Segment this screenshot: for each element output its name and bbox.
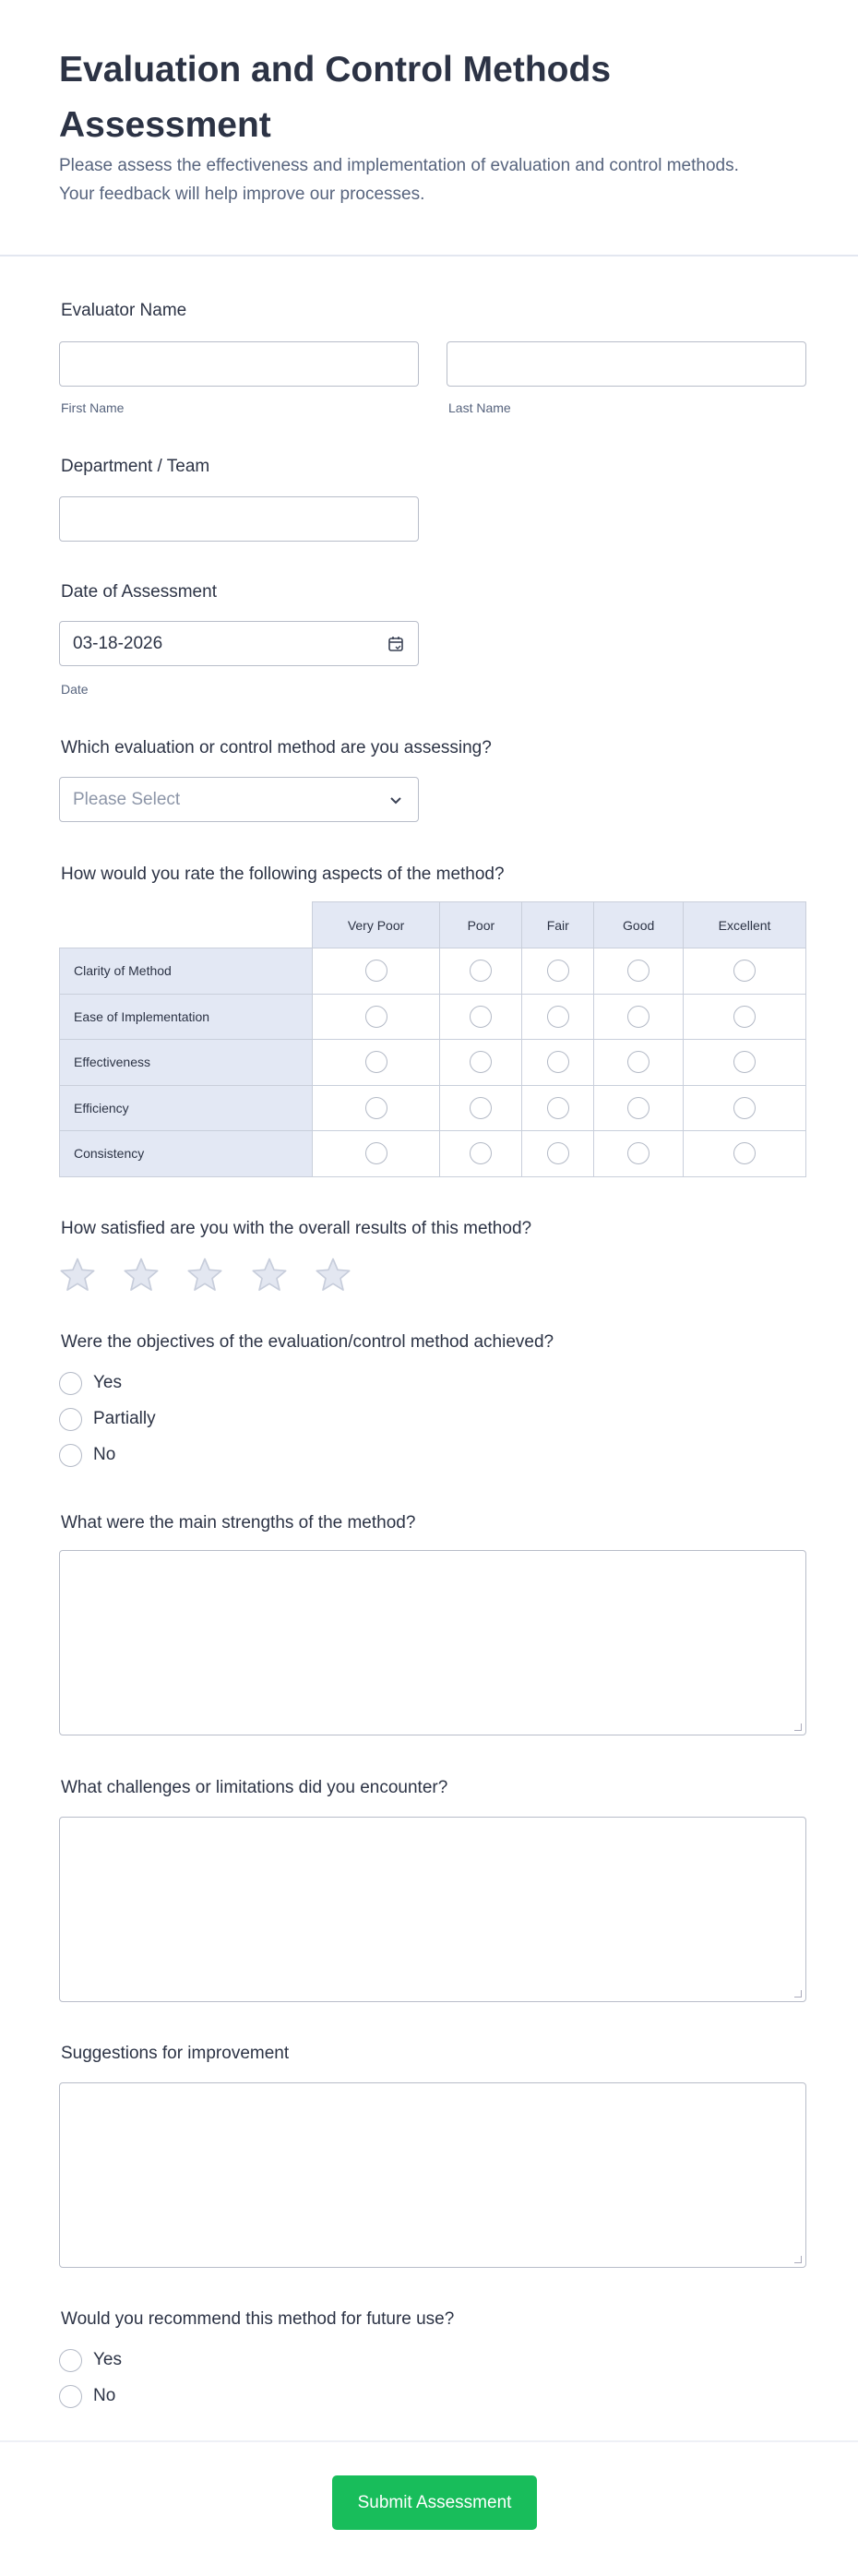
matrix-row [60,994,806,1040]
method-select[interactable] [59,777,419,822]
matrix-radio[interactable] [627,960,649,982]
matrix-row-label: Effectiveness [60,1040,313,1086]
matrix-col-header: Very Poor [312,902,440,948]
option-label: No [93,2386,116,2405]
matrix-cell [522,1131,594,1177]
matrix-cell [522,1085,594,1131]
matrix-col-header: Fair [522,902,594,948]
matrix-radio[interactable] [733,1097,756,1119]
matrix-radio[interactable] [733,1142,756,1164]
matrix-cell [312,948,440,995]
matrix-cell [440,1085,522,1131]
recommend-option[interactable] [59,2347,122,2373]
department-label: Department / Team [61,457,210,476]
department-input[interactable] [59,496,419,542]
submit-button[interactable]: Submit Assessment [332,2475,537,2530]
matrix-cell [440,1040,522,1086]
matrix-cell [312,1131,440,1177]
matrix-cell [440,948,522,995]
matrix-row [60,1040,806,1086]
matrix-row-label: Efficiency [60,1085,313,1131]
resize-handle[interactable] [794,1990,802,1998]
option-label: No [93,1445,116,1464]
matrix-radio[interactable] [547,1097,569,1119]
objectives-option[interactable] [59,1370,122,1396]
matrix-radio[interactable] [547,960,569,982]
resize-handle[interactable] [794,1723,802,1731]
matrix-radio[interactable] [365,1097,387,1119]
matrix-cell [684,1131,806,1177]
method-label: Which evaluation or control method are you assessing? [61,738,492,757]
matrix-row [60,1131,806,1177]
matrix-col-header: Poor [440,902,522,948]
matrix-radio[interactable] [365,960,387,982]
calendar-icon[interactable] [387,635,405,653]
objectives-option[interactable] [59,1406,156,1432]
matrix-radio[interactable] [733,1051,756,1073]
suggestions-label: Suggestions for improvement [61,2044,290,2063]
satisfaction-label: How satisfied are you with the overall results of this method? [61,1219,532,1238]
footer-divider [0,2440,858,2442]
matrix-cell [684,994,806,1040]
matrix-radio[interactable] [470,1142,492,1164]
matrix-radio[interactable] [470,1006,492,1028]
matrix-radio[interactable] [627,1006,649,1028]
matrix-cell [594,994,684,1040]
page-description: Please assess the effectiveness and implementation of evaluation and control methods. Your feedback will help improve our processes. [59,156,739,204]
matrix-radio[interactable] [470,1097,492,1119]
strengths-label: What were the main strengths of the method? [61,1513,416,1532]
matrix-radio[interactable] [627,1051,649,1073]
matrix-row-label: Ease of Implementation [60,994,313,1040]
matrix-radio[interactable] [733,960,756,982]
matrix-cell [312,1085,440,1131]
radio-button[interactable] [59,1372,82,1395]
matrix-cell [594,948,684,995]
challenges-label: What challenges or limitations did you encounter? [61,1778,448,1797]
strengths-textarea[interactable] [59,1550,806,1735]
matrix-row-label: Consistency [60,1131,313,1177]
matrix-corner [60,902,313,948]
matrix-radio[interactable] [365,1142,387,1164]
matrix-radio[interactable] [365,1006,387,1028]
challenges-textarea[interactable] [59,1817,806,2002]
matrix-radio[interactable] [547,1006,569,1028]
star-icon[interactable] [251,1257,288,1294]
option-label: Yes [93,2350,122,2369]
matrix-cell [684,1040,806,1086]
matrix-radio[interactable] [733,1006,756,1028]
option-label: Partially [93,1409,156,1428]
evaluator-name-label: Evaluator Name [61,301,187,320]
matrix-cell [684,1085,806,1131]
matrix-radio[interactable] [470,960,492,982]
first-name-input[interactable] [59,341,419,387]
matrix-row-label: Clarity of Method [60,948,313,995]
matrix-cell [684,948,806,995]
matrix-cell [522,994,594,1040]
matrix-cell [440,1131,522,1177]
matrix-cell [522,1040,594,1086]
matrix-cell [312,994,440,1040]
radio-button[interactable] [59,2349,82,2372]
star-icon[interactable] [315,1257,352,1294]
star-icon[interactable] [186,1257,223,1294]
header-divider [0,255,858,256]
star-icon[interactable] [123,1257,160,1294]
matrix-cell [594,1131,684,1177]
radio-button[interactable] [59,1444,82,1467]
date-label: Date of Assessment [61,582,217,602]
radio-button[interactable] [59,1408,82,1431]
objectives-option[interactable] [59,1442,115,1468]
chevron-down-icon [387,791,405,809]
matrix-radio[interactable] [365,1051,387,1073]
matrix-cell [440,994,522,1040]
radio-button[interactable] [59,2385,82,2408]
date-sublabel: Date [61,682,89,697]
matrix-radio[interactable] [627,1142,649,1164]
matrix-cell [594,1040,684,1086]
last-name-input[interactable] [447,341,806,387]
resize-handle[interactable] [794,2256,802,2263]
star-icon[interactable] [59,1257,96,1294]
page-title: Evaluation and Control Methods Assessment [59,50,612,145]
rating-matrix [59,901,806,1177]
objectives-label: Were the objectives of the evaluation/control method achieved? [61,1332,554,1352]
suggestions-textarea[interactable] [59,2082,806,2268]
matrix-radio[interactable] [470,1051,492,1073]
matrix-label: How would you rate the following aspects of the method? [61,865,505,884]
matrix-cell [522,948,594,995]
option-label: Yes [93,1373,122,1392]
recommend-option[interactable] [59,2383,115,2409]
matrix-row [60,948,806,995]
matrix-col-header: Excellent [684,902,806,948]
date-value: 03-18-2026 [73,634,163,653]
method-select-placeholder: Please Select [73,790,181,809]
matrix-radio[interactable] [547,1142,569,1164]
date-input[interactable] [59,621,419,666]
matrix-col-header: Good [594,902,684,948]
matrix-cell [312,1040,440,1086]
matrix-cell [594,1085,684,1131]
matrix-radio[interactable] [627,1097,649,1119]
matrix-row [60,1085,806,1131]
matrix-radio[interactable] [547,1051,569,1073]
recommend-label: Would you recommend this method for future use? [61,2309,455,2329]
first-name-sublabel: First Name [61,400,125,415]
last-name-sublabel: Last Name [448,400,511,415]
